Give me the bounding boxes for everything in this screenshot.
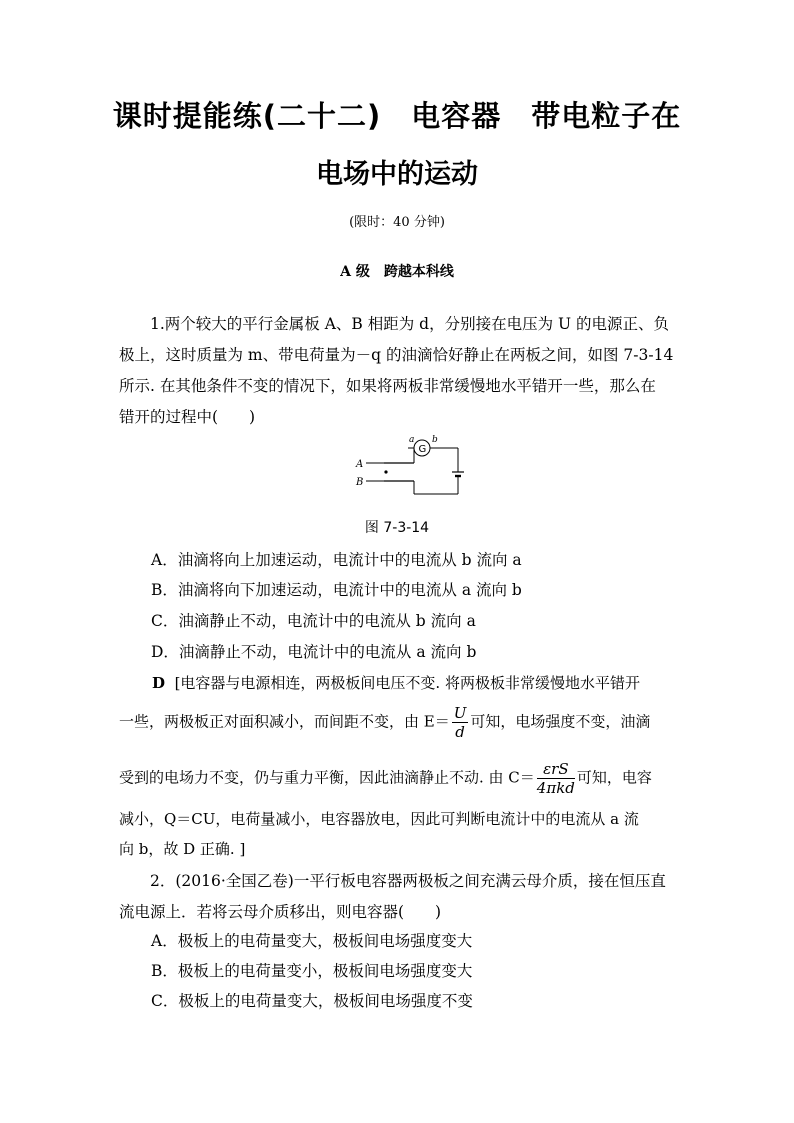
label-b: B	[356, 477, 364, 488]
label-terminal-a: a	[409, 435, 415, 445]
oil-drop	[384, 470, 387, 473]
q1-line-3: 所示. 在其他条件不变的情况下，如果将两板非常缓慢地水平错开一些，那么在	[119, 377, 656, 395]
label-g: G	[418, 444, 427, 455]
q2-line-1: 2．(2016·全国乙卷)一平行板电容器两极板之间充满云母介质，接在恒压直	[150, 872, 666, 890]
fraction-capacitance: $\frac{\text{εrS}}{\text{4πkd}}$	[536, 760, 575, 797]
level-heading: A 级 跨越本科线	[340, 264, 454, 280]
answer-line-1: D [电容器与电源相连，两极板间电压不变. 将两极板非常缓慢地水平错开	[152, 674, 640, 692]
q1-option-c: C．油滴静止不动，电流计中的电流从 b 流向 a	[151, 612, 476, 630]
answer-line-4: 减小，Q＝CU，电荷量减小，电容器放电，因此可判断电流计中的电流从 a 流	[119, 810, 639, 828]
q2-line-2: 流电源上．若将云母介质移出，则电容器( )	[119, 903, 442, 921]
q2-option-c: C．极板上的电荷量变大，极板间电场强度不变	[151, 992, 473, 1010]
label-terminal-b: b	[432, 435, 438, 445]
label-a: A	[356, 459, 364, 470]
q1-option-b: B．油滴将向下加速运动，电流计中的电流从 a 流向 b	[151, 581, 522, 599]
q2-option-b: B．极板上的电荷量变小，极板间电场强度变大	[151, 962, 473, 980]
time-limit: (限时：40 分钟)	[349, 215, 445, 230]
figure-caption: 图 7-3-14	[364, 520, 430, 536]
circuit-figure	[352, 432, 472, 502]
answer-line-2: 一些，两极板正对面积减小，而间距不变，由 E＝ $\frac{U}{d}$ 可知，电场强度不变，油滴	[119, 704, 651, 741]
q1-option-a: A．油滴将向上加速运动，电流计中的电流从 b 流向 a	[151, 551, 522, 569]
answer-line-3: 受到的电场力不变，仍与重力平衡，因此油滴静止不动. 由 C＝ $\frac{\text{εrS}}{\text{4πkd}}$ 可知，电容	[119, 760, 652, 797]
q1-option-d: D．油滴静止不动，电流计中的电流从 a 流向 b	[151, 643, 477, 661]
title-line-2: 电场中的运动	[316, 159, 478, 190]
answer-letter: D	[152, 674, 166, 692]
title-line-1: 课时提能练(二十二) 电容器 带电粒子在	[112, 99, 682, 133]
q1-line-1: 1.两个较大的平行金属板 A、B 相距为 d，分别接在电压为 U 的电源正、负	[150, 315, 669, 333]
answer-line-5: 向 b，故 D 正确. ]	[119, 840, 246, 858]
q1-line-4: 错开的过程中( )	[119, 408, 256, 426]
q2-option-a: A．极板上的电荷量变大，极板间电场强度变大	[151, 932, 473, 950]
fraction-u-over-d: $\frac{U}{d}$	[453, 704, 467, 741]
q1-line-2: 极上，这时质量为 m、带电荷量为－q 的油滴恰好静止在两板之间，如图 7-3-14	[119, 346, 674, 364]
